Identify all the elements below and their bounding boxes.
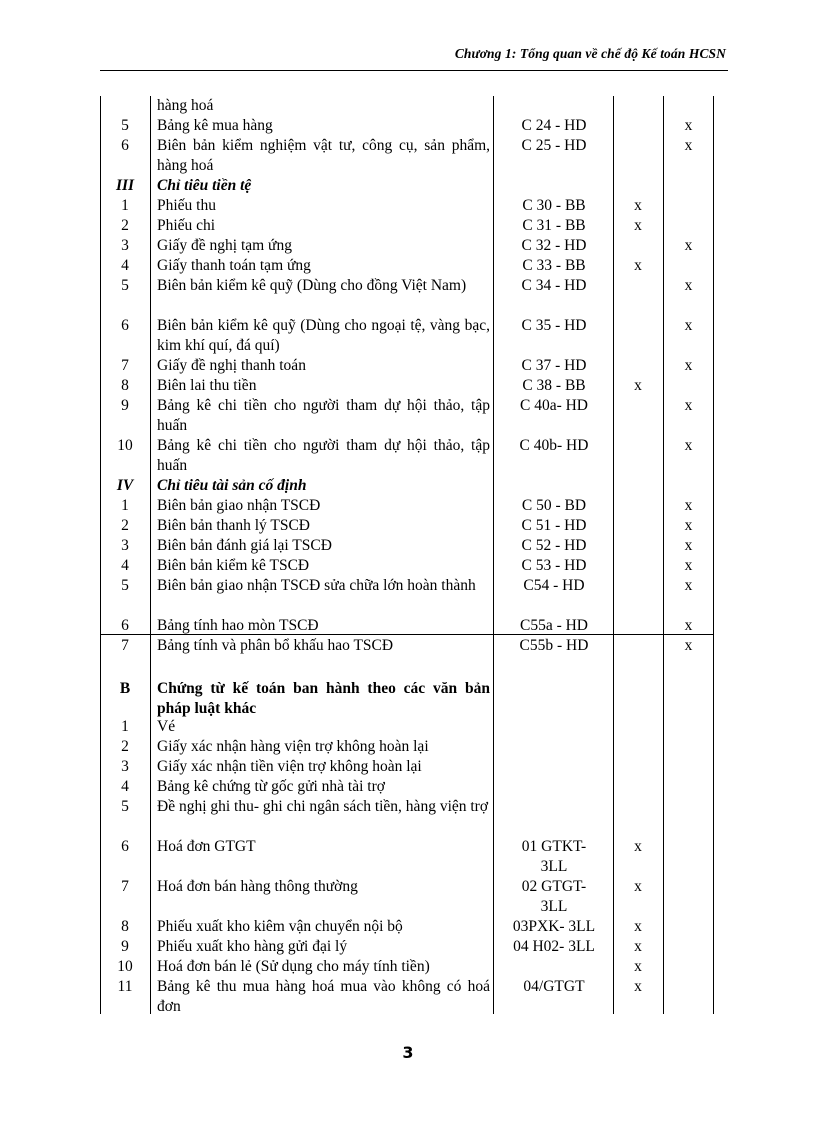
row-description: Phiếu chi [157,217,216,234]
row-description: Biên bản đánh giá lại TSCĐ [157,537,332,554]
row-number: 3 [121,237,129,254]
row-number: IV [116,477,134,494]
row-number: III [115,177,135,194]
row-description: Bảng kê mua hàng [157,117,273,134]
row-number: 4 [121,257,129,274]
form-code: C 37 - HD [521,357,587,374]
row-description: Biên bản kiểm kê quỹ (Dùng cho đồng Việt Nam) [157,277,467,294]
row-description: Hoá đơn bán lẻ (Sử dụng cho máy tính tiền) [157,958,430,975]
column-divider [150,96,151,1014]
chapter-header: Chương 1: Tổng quan về chế độ Kế toán HCSN [454,46,726,61]
row-number: 1 [121,718,129,735]
row-description: Đề nghị ghi thu- ghi chi ngân sách tiền, hàng viện trợ [157,798,489,815]
guidance-mark: x [684,397,693,414]
row-number: 2 [121,517,129,534]
guidance-mark: x [684,497,693,514]
row-description: Biên bản kiểm kê TSCĐ [157,557,310,574]
mandatory-mark: x [634,197,642,214]
row-number: 5 [121,117,129,134]
page-number: 3 [402,1043,414,1062]
row-description: Phiếu thu [157,197,216,214]
form-code: C55a - HD [519,617,589,634]
column-divider [493,96,494,1014]
row-description: Chỉ tiêu tài sản cố định [157,477,307,494]
guidance-mark: x [684,237,693,254]
row-number: 4 [121,557,129,574]
row-description: Bảng kê chi tiền cho người tham dự hội thảo, tập huấn [157,397,490,434]
row-description: Bảng kê thu mua hàng hoá mua vào không có hoá đơn [157,978,490,1015]
mandatory-mark: x [634,978,642,995]
row-description: Hoá đơn GTGT [157,838,256,855]
form-code: C 52 - HD [521,537,587,554]
guidance-mark: x [684,617,693,634]
guidance-mark: x [684,277,693,294]
form-code: C 53 - HD [521,557,587,574]
row-number: 10 [117,958,133,975]
row-description: Giấy thanh toán tạm ứng [157,257,311,274]
row-description: Biên bản giao nhận TSCĐ [157,497,321,514]
form-code: C 32 - HD [521,237,587,254]
row-number: 1 [121,497,129,514]
row-number: 9 [121,938,129,955]
guidance-mark: x [684,317,693,334]
row-description: Biên bản kiểm nghiệm vật tư, công cụ, sản phẩm, hàng hoá [157,137,490,174]
mandatory-mark: x [634,377,642,394]
row-number: 2 [121,217,129,234]
form-code: C 50 - BD [521,497,587,514]
row-number: 8 [121,377,129,394]
header-rule [100,70,728,71]
mandatory-mark: x [634,217,642,234]
row-number: 6 [121,838,129,855]
row-number: 6 [121,617,129,634]
form-code: C 35 - HD [521,317,587,334]
form-code: C 30 - BB [522,197,586,214]
row-description: Bảng tính và phân bổ khấu hao TSCĐ [157,637,394,654]
row-description: Chỉ tiêu tiền tệ [157,177,252,194]
row-description: Giấy đề nghị thanh toán [157,357,306,374]
row-number: B [119,680,131,697]
form-code: C 34 - HD [521,277,587,294]
row-number: 5 [121,798,129,815]
form-code: C55b - HD [519,637,589,654]
row-number: 8 [121,918,129,935]
form-code: 04 H02- 3LL [513,938,595,955]
row-description: Biên bản thanh lý TSCĐ [157,517,310,534]
row-number: 11 [117,978,133,995]
row-number: 7 [121,878,129,895]
row-number: 7 [121,357,129,374]
guidance-mark: x [684,137,693,154]
form-code: C 25 - HD [521,137,587,154]
row-description: Phiếu xuất kho kiêm vận chuyển nội bộ [157,918,403,935]
row-description: Giấy đề nghị tạm ứng [157,237,292,254]
row-description: Phiếu xuất kho hàng gửi đại lý [157,938,348,955]
row-description: Giấy xác nhận hàng viện trợ không hoàn lại [157,738,429,755]
row-description: hàng hoá [157,97,214,114]
guidance-mark: x [684,537,693,554]
row-number: 6 [121,137,129,154]
row-number: 5 [121,577,129,594]
guidance-mark: x [684,557,693,574]
row-number: 2 [121,738,129,755]
row-description: Biên bản giao nhận TSCĐ sửa chữa lớn hoàn thành [157,577,476,594]
form-code: C 40b- HD [519,437,589,454]
mandatory-mark: x [634,257,642,274]
row-description: Bảng kê chứng từ gốc gửi nhà tài trợ [157,778,385,795]
form-code: C 24 - HD [521,117,587,134]
row-description: Giấy xác nhận tiền viện trợ không hoàn lại [157,758,422,775]
mandatory-mark: x [634,958,642,975]
row-number: 5 [121,277,129,294]
row-number: 3 [121,537,129,554]
guidance-mark: x [684,357,693,374]
row-number: 10 [117,437,133,454]
row-description: Bảng tính hao mòn TSCĐ [157,617,319,634]
mandatory-mark: x [634,838,642,855]
row-number: 3 [121,758,129,775]
form-code: C54 - HD [523,577,585,594]
row-description: Chứng từ kế toán ban hành theo các văn bản pháp luật khác [157,680,490,717]
form-code: 03PXK- 3LL [512,918,596,935]
form-code: C 51 - HD [521,517,587,534]
form-code: C 38 - BB [522,377,586,394]
row-description: Biên bản kiểm kê quỹ (Dùng cho ngoại tệ, vàng bạc, kim khí quí, đá quí) [157,317,490,354]
guidance-mark: x [684,117,693,134]
row-description: Bảng kê chi tiền cho người tham dự hội thảo, tập huấn [157,437,490,474]
form-code: 04/GTGT [523,978,585,995]
row-description: Biên lai thu tiền [157,377,257,394]
guidance-mark: x [684,637,693,654]
guidance-mark: x [684,577,693,594]
mandatory-mark: x [634,938,642,955]
guidance-mark: x [684,437,693,454]
form-code: 01 GTKT- 3LL [521,838,587,875]
mandatory-mark: x [634,878,642,895]
row-number: 4 [121,778,129,795]
row-description: Hoá đơn bán hàng thông thường [157,878,358,895]
form-code: 02 GTGT- 3LL [521,878,587,915]
row-description: Vé [157,718,176,735]
row-number: 9 [121,397,129,414]
form-code: C 40a- HD [519,397,589,414]
guidance-mark: x [684,517,693,534]
form-code: C 31 - BB [522,217,586,234]
row-number: 7 [121,637,129,654]
row-number: 1 [121,197,129,214]
row-number: 6 [121,317,129,334]
form-code: C 33 - BB [522,257,586,274]
mandatory-mark: x [634,918,642,935]
